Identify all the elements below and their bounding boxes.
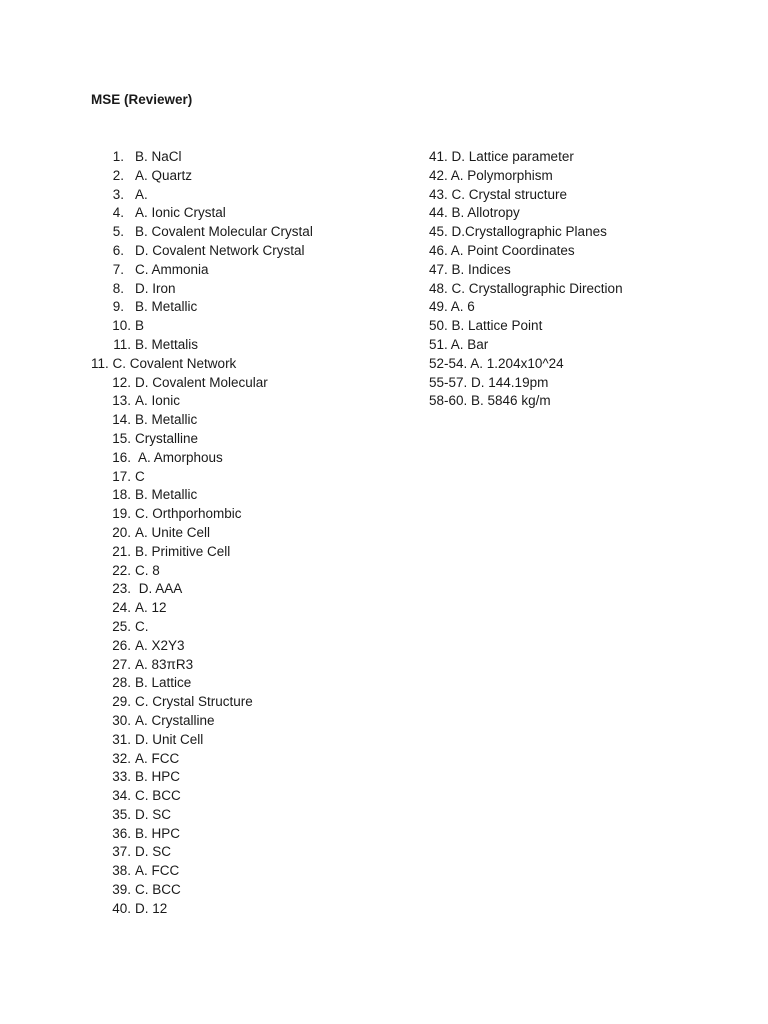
answer-number: 25.	[112, 618, 131, 634]
answer-text: C. Crystal Structure	[135, 694, 253, 710]
answer-item	[0, 618, 400, 637]
answer-list-left	[0, 148, 400, 919]
answer-item	[0, 280, 400, 299]
answer-item	[0, 768, 400, 787]
answer-text: A.	[135, 186, 148, 202]
answer-number: 28.	[112, 675, 131, 691]
answer-number: 8.	[112, 280, 124, 296]
answer-item	[0, 693, 400, 712]
answer-text: 44. B. Allotropy	[429, 205, 520, 221]
answer-text: D. Covalent Molecular	[135, 374, 268, 390]
answer-item	[0, 562, 400, 581]
answer-text: B. Metallic	[135, 487, 198, 503]
answer-item	[429, 374, 749, 393]
answer-item	[429, 148, 749, 167]
answer-item	[0, 862, 400, 881]
answer-number: 5.	[112, 224, 124, 240]
answer-text: 11. C. Covalent Network	[91, 355, 237, 371]
answer-item	[0, 524, 400, 543]
answer-item	[0, 486, 400, 505]
answer-text: B. HPC	[135, 769, 181, 785]
answer-number: 26.	[112, 637, 131, 653]
answer-item	[0, 656, 400, 675]
answer-item	[0, 336, 400, 355]
answer-item	[0, 392, 400, 411]
answer-text: 42. A. Polymorphism	[429, 167, 553, 183]
answer-item	[0, 825, 400, 844]
answer-text: A. 12	[135, 600, 167, 616]
answer-number: 2.	[112, 167, 124, 183]
answer-number: 4.	[112, 205, 124, 221]
answer-item	[429, 392, 749, 411]
answer-number: 31.	[112, 731, 131, 747]
answer-item	[0, 317, 400, 336]
answer-number: 14.	[112, 412, 131, 428]
answer-item	[0, 148, 400, 167]
answer-number: 6.	[112, 242, 124, 258]
answer-text: B. Lattice	[135, 675, 192, 691]
answer-number: 39.	[112, 882, 131, 898]
answer-item	[0, 449, 400, 468]
answer-item	[429, 336, 749, 355]
answer-number: 40.	[112, 900, 131, 916]
answer-item	[0, 355, 400, 374]
answer-item	[0, 167, 400, 186]
answer-item	[429, 355, 749, 374]
answer-number: 3.	[112, 186, 124, 202]
answer-text: A. Crystalline	[135, 712, 215, 728]
answer-text: C.	[135, 618, 149, 634]
answer-number: 7.	[112, 261, 124, 277]
answer-text: A. Ionic	[135, 393, 181, 409]
answer-number: 17.	[112, 468, 131, 484]
answer-number: 22.	[112, 562, 131, 578]
answer-item	[0, 505, 400, 524]
answer-item	[429, 298, 749, 317]
answer-number: 36.	[112, 825, 131, 841]
answer-item	[0, 843, 400, 862]
answer-text: B. Mettalis	[135, 336, 199, 352]
answer-number: 11.	[113, 336, 131, 352]
answer-item	[0, 430, 400, 449]
answer-text: 51. A. Bar	[429, 336, 489, 352]
answer-item	[429, 204, 749, 223]
answer-text: 48. C. Crystallographic Direction	[429, 280, 623, 296]
answer-item	[0, 223, 400, 242]
answer-number: 21.	[112, 543, 131, 559]
answer-text: C. Ammonia	[135, 261, 209, 277]
answer-number: 1.	[112, 149, 124, 164]
answer-item	[0, 787, 400, 806]
answer-text: B. HPC	[135, 825, 181, 841]
answer-text: A. X2Y3	[135, 637, 185, 653]
answer-item	[0, 750, 400, 769]
answer-item	[429, 317, 749, 336]
answer-item	[429, 280, 749, 299]
answer-number: 9.	[112, 299, 124, 315]
answer-text: A. Amorphous	[135, 449, 223, 465]
answer-text: D. Iron	[135, 280, 176, 296]
answer-text: 55-57. D. 144.19pm	[429, 374, 549, 390]
answer-item	[0, 242, 400, 261]
answer-text: B. NaCl	[135, 149, 182, 164]
answer-text: D. Unit Cell	[135, 731, 204, 747]
answer-number: 15.	[112, 430, 131, 446]
answer-item	[0, 599, 400, 618]
answer-text: A. Ionic Crystal	[135, 205, 226, 221]
answer-text: D. 12	[135, 900, 168, 916]
answer-text: A. Quartz	[135, 167, 193, 183]
answer-item	[0, 712, 400, 731]
answer-item	[0, 468, 400, 487]
answer-item	[0, 674, 400, 693]
answer-text: Crystalline	[135, 430, 199, 446]
answer-item	[0, 580, 400, 599]
answer-number: 18.	[112, 487, 131, 503]
answer-text: 49. A. 6	[429, 299, 475, 315]
answer-item	[429, 261, 749, 280]
answer-text: D. SC	[135, 844, 172, 860]
answer-number: 30.	[112, 712, 131, 728]
answer-item	[0, 881, 400, 900]
answer-text: D. Covalent Network Crystal	[135, 242, 305, 258]
answer-text: B. Covalent Molecular Crystal	[135, 224, 313, 240]
answer-number: 38.	[112, 863, 131, 879]
answer-number: 20.	[112, 524, 131, 540]
answer-item	[0, 374, 400, 393]
answer-number: 23.	[112, 581, 131, 597]
answer-text: 41. D. Lattice parameter	[429, 149, 574, 164]
answer-text: 45. D.Crystallographic Planes	[429, 224, 607, 240]
answer-text: D. SC	[135, 806, 172, 822]
answer-number: 32.	[112, 750, 131, 766]
answer-text: C. 8	[135, 562, 160, 578]
answer-text: 46. A. Point Coordinates	[429, 242, 575, 258]
answer-text: 52-54. A. 1.204x10^24	[429, 355, 564, 371]
answer-number: 12.	[112, 374, 131, 390]
answer-item	[0, 186, 400, 205]
answer-item	[0, 261, 400, 280]
answer-text: C. BCC	[135, 788, 181, 804]
answer-item	[0, 411, 400, 430]
answer-item	[0, 204, 400, 223]
answer-item	[0, 298, 400, 317]
answer-text: C. BCC	[135, 882, 181, 898]
answer-text: B. Primitive Cell	[135, 543, 231, 559]
answer-number: 34.	[112, 788, 131, 804]
answer-item	[0, 806, 400, 825]
answer-item	[0, 637, 400, 656]
answer-number: 37.	[112, 844, 131, 860]
document-title: MSE (Reviewer)	[91, 92, 193, 107]
answer-text: 47. B. Indices	[429, 261, 511, 277]
answer-text: A. Unite Cell	[135, 524, 211, 540]
answer-text: A. FCC	[135, 750, 180, 766]
answer-text: 50. B. Lattice Point	[429, 318, 543, 334]
answer-text: D. AAA	[135, 581, 183, 597]
answer-number: 19.	[112, 506, 131, 522]
answer-item	[429, 223, 749, 242]
answer-item	[0, 543, 400, 562]
answer-number: 10.	[112, 318, 131, 334]
answer-text: B. Metallic	[135, 299, 198, 315]
answer-text: C. Orthporhombic	[135, 506, 242, 522]
answer-item	[429, 186, 749, 205]
answer-list-right	[429, 148, 749, 411]
answer-text: B	[135, 318, 145, 334]
answer-number: 24.	[112, 600, 131, 616]
answer-text: C	[135, 468, 145, 484]
answer-number: 29.	[112, 694, 131, 710]
answer-number: 33.	[112, 769, 131, 785]
answer-text: A. 83πR3	[135, 656, 194, 672]
answer-item	[429, 167, 749, 186]
answer-item	[0, 731, 400, 750]
answer-text: B. Metallic	[135, 412, 198, 428]
answer-number: 27.	[112, 656, 131, 672]
answer-number: 16.	[112, 449, 131, 465]
answer-text: A. FCC	[135, 863, 180, 879]
answer-item	[429, 242, 749, 261]
answer-item	[0, 900, 400, 919]
answer-text: 58-60. B. 5846 kg/m	[429, 393, 551, 409]
answer-number: 35.	[112, 806, 131, 822]
answer-text: 43. C. Crystal structure	[429, 186, 568, 202]
answer-number: 13.	[112, 393, 131, 409]
